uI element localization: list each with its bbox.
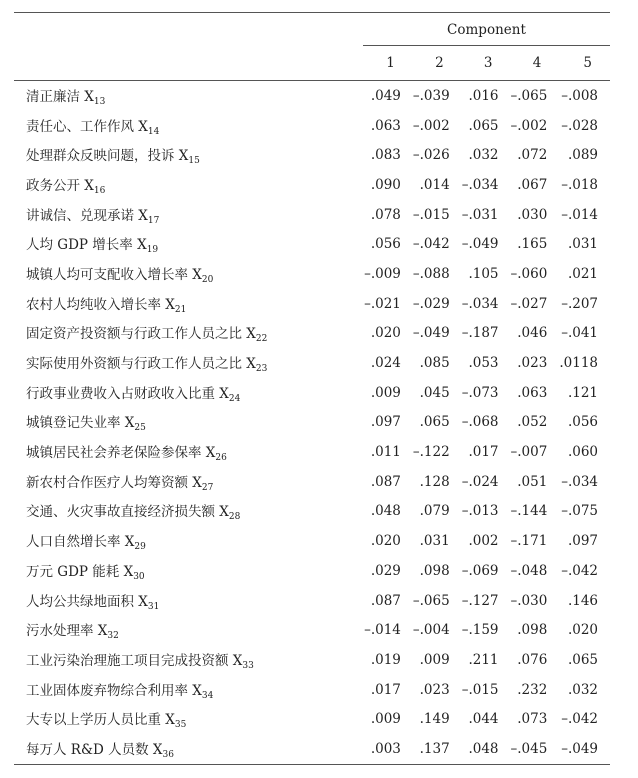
cell-component-2: .009: [419, 651, 450, 668]
cell-component-2: .031: [419, 533, 450, 550]
row-label: [14, 259, 363, 289]
cell-component-1: .020: [370, 533, 401, 550]
row-label: [14, 200, 363, 230]
row-label-subscript: 28: [228, 512, 241, 523]
row-label: [14, 467, 363, 497]
cell-component-3: –.159: [461, 622, 499, 639]
row-label-text: 清正廉洁 X: [26, 88, 94, 105]
cell-component-3: –.068: [461, 414, 499, 431]
row-label-subscript: 15: [188, 156, 200, 167]
row-label-subscript: 19: [146, 245, 159, 256]
row-label-subscript: 35: [174, 720, 187, 731]
cell-component-5: –.042: [561, 562, 598, 579]
row-label: [14, 81, 363, 111]
table-row: [14, 200, 610, 230]
header-row-columns: [14, 46, 610, 81]
cell-component-3: .211: [468, 651, 499, 668]
row-label-subscript: 33: [242, 660, 254, 671]
cell-component-1: .087: [370, 473, 401, 490]
row-label-text: 每万人 R&D 人员数 X: [26, 741, 163, 758]
row-label: [14, 615, 363, 645]
table-row: [14, 111, 610, 141]
cell-component-1: .063: [370, 117, 401, 134]
cell-component-3: .053: [468, 355, 499, 372]
cell-component-1: .083: [370, 147, 401, 164]
cell-component-4: .051: [517, 473, 548, 490]
row-label: [14, 645, 363, 675]
row-label-subscript: 20: [201, 274, 214, 285]
row-label-text: 万元 GDP 能耗 X: [26, 563, 134, 580]
row-label-text: 城镇登记失业率 X: [26, 415, 135, 432]
cell-component-3: –.069: [461, 562, 499, 579]
cell-component-3: .044: [468, 711, 499, 728]
cell-component-4: –.048: [510, 562, 548, 579]
cell-component-4: .052: [517, 414, 548, 431]
cell-component-3: –.127: [461, 592, 499, 609]
cell-component-2: –.122: [412, 444, 450, 461]
row-label: [14, 497, 363, 527]
cell-component-5: .089: [567, 147, 598, 164]
table-row: [14, 497, 610, 527]
cell-component-3: .016: [468, 87, 499, 104]
table-body: [14, 81, 610, 765]
component-group-header: Component: [363, 13, 610, 46]
table-row: [14, 408, 610, 438]
cell-component-2: –.004: [412, 622, 450, 639]
cell-component-5: .0118: [559, 355, 598, 372]
cell-component-5: .146: [567, 592, 598, 609]
cell-component-2: .065: [419, 414, 450, 431]
cell-component-3: –.034: [461, 295, 499, 312]
cell-component-5: .021: [567, 265, 598, 282]
cell-component-1: .019: [370, 651, 401, 668]
row-label-subscript: 30: [133, 571, 145, 582]
cell-component-5: .060: [567, 444, 598, 461]
cell-component-4: .165: [517, 236, 548, 253]
table-row: [14, 586, 610, 616]
cell-component-5: –.075: [561, 503, 598, 520]
cell-component-5: .121: [567, 384, 598, 401]
row-label-text: 工业污染治理施工项目完成投资额 X: [26, 652, 243, 669]
row-label-subscript: 31: [147, 601, 160, 612]
cell-component-2: –.065: [412, 592, 450, 609]
cell-component-4: –.007: [510, 444, 548, 461]
table-row: [14, 615, 610, 645]
cell-component-3: –.034: [461, 176, 499, 193]
cell-component-4: –.060: [510, 265, 548, 282]
cell-component-4: .067: [517, 176, 548, 193]
row-label-subscript: 23: [255, 364, 268, 375]
cell-component-2: .023: [419, 681, 450, 698]
row-label: [14, 348, 363, 378]
cell-component-1: .029: [370, 562, 401, 579]
row-label: [14, 289, 363, 319]
cell-component-3: –.049: [461, 236, 499, 253]
cell-component-5: –.041: [561, 325, 598, 342]
cell-component-3: .105: [468, 265, 499, 282]
cell-component-2: .014: [419, 176, 450, 193]
cell-component-1: –.021: [364, 295, 401, 312]
cell-component-1: .003: [370, 740, 401, 757]
row-label-subscript: 21: [174, 304, 187, 315]
cell-component-3: .032: [468, 147, 499, 164]
cell-component-4: .098: [517, 622, 548, 639]
row-label-text: 工业固体废弃物综合利用率 X: [26, 682, 202, 699]
cell-component-3: –.015: [461, 681, 499, 698]
cell-component-1: .048: [370, 503, 401, 520]
cell-component-4: –.030: [510, 592, 548, 609]
cell-component-2: –.039: [412, 87, 450, 104]
table-row: [14, 140, 610, 170]
row-label-text: 城镇人均可支配收入增长率 X: [26, 266, 202, 283]
table-row: [14, 348, 610, 378]
table-row: [14, 526, 610, 556]
row-label-subscript: 34: [201, 690, 214, 701]
row-label-subscript: 16: [93, 185, 106, 196]
cell-component-1: –.014: [364, 622, 401, 639]
row-label-text: 责任心、工作作风 X: [26, 118, 148, 135]
cell-component-4: .232: [517, 681, 548, 698]
cell-component-2: –.002: [412, 117, 450, 134]
table-row: [14, 556, 610, 586]
cell-component-2: .128: [419, 473, 450, 490]
cell-component-3: –.031: [461, 206, 499, 223]
table-row: [14, 81, 610, 111]
table-row: [14, 645, 610, 675]
row-label-text: 大专以上学历人员比重 X: [26, 712, 175, 729]
cell-component-5: –.028: [561, 117, 598, 134]
table-row: [14, 229, 610, 259]
cell-component-1: .017: [370, 681, 401, 698]
row-label-text: 污水处理率 X: [26, 623, 108, 640]
cell-component-1: .097: [370, 414, 401, 431]
cell-component-3: –.013: [461, 503, 499, 520]
cell-component-1: .024: [370, 355, 401, 372]
cell-component-5: –.018: [561, 176, 598, 193]
column-header-2: 2: [435, 55, 444, 71]
table-row: [14, 437, 610, 467]
cell-component-5: –.014: [561, 206, 598, 223]
row-label-subscript: 36: [162, 749, 174, 760]
cell-component-5: –.207: [561, 295, 598, 312]
cell-component-3: –.024: [461, 473, 499, 490]
cell-component-1: .056: [370, 236, 401, 253]
table-row: [14, 289, 610, 319]
cell-component-3: .065: [468, 117, 499, 134]
cell-component-4: –.045: [510, 740, 548, 757]
row-label-subscript: 17: [147, 215, 160, 226]
cell-component-5: .097: [567, 533, 598, 550]
row-label-subscript: 32: [107, 631, 119, 642]
cell-component-5: .032: [567, 681, 598, 698]
cell-component-5: –.042: [561, 711, 598, 728]
row-label-text: 人均公共绿地面积 X: [26, 593, 148, 610]
column-header-5: 5: [583, 55, 592, 71]
cell-component-3: .048: [468, 740, 499, 757]
column-header-1: 1: [386, 55, 395, 71]
cell-component-2: –.026: [412, 147, 450, 164]
cell-component-1: .020: [370, 325, 401, 342]
row-label-text: 固定资产投资额与行政工作人员之比 X: [26, 326, 256, 343]
row-label: [14, 734, 363, 764]
row-label: [14, 526, 363, 556]
table-row: [14, 378, 610, 408]
cell-component-4: .046: [517, 325, 548, 342]
row-label-text: 行政事业费收入占财政收入比重 X: [26, 385, 229, 402]
row-label-text: 讲诚信、兑现承诺 X: [26, 207, 148, 224]
row-label: [14, 437, 363, 467]
row-label-text: 政务公开 X: [26, 177, 94, 194]
table-row: [14, 734, 610, 764]
cell-component-5: .056: [567, 414, 598, 431]
row-label: [14, 704, 363, 734]
cell-component-2: .085: [419, 355, 450, 372]
table-row: [14, 259, 610, 289]
cell-component-1: .009: [370, 711, 401, 728]
row-label-subscript: 25: [134, 423, 146, 434]
cell-component-2: –.088: [412, 265, 450, 282]
component-table: [14, 12, 610, 765]
cell-component-5: –.034: [561, 473, 598, 490]
cell-component-4: –.065: [510, 87, 548, 104]
row-label: [14, 408, 363, 438]
table-row: [14, 170, 610, 200]
cell-component-2: –.029: [412, 295, 450, 312]
column-header-3: 3: [483, 55, 493, 71]
cell-component-4: .076: [517, 651, 548, 668]
header-blank: [14, 46, 363, 81]
cell-component-4: .072: [517, 147, 548, 164]
cell-component-4: .063: [517, 384, 548, 401]
row-label: [14, 319, 363, 349]
row-label: [14, 378, 363, 408]
cell-component-5: .031: [567, 236, 598, 253]
header-row-group: [14, 13, 610, 46]
row-label-text: 人均 GDP 增长率 X: [26, 237, 147, 254]
cell-component-1: .009: [370, 384, 401, 401]
row-label: [14, 556, 363, 586]
cell-component-1: .049: [370, 87, 401, 104]
table-row: [14, 319, 610, 349]
row-label: [14, 140, 363, 170]
row-label: [14, 586, 363, 616]
row-label-text: 城镇居民社会养老保险参保率 X: [26, 445, 216, 462]
cell-component-4: .023: [517, 355, 548, 372]
row-label-text: 新农村合作医疗人均筹资额 X: [26, 474, 202, 491]
cell-component-4: .073: [517, 711, 548, 728]
row-label: [14, 170, 363, 200]
row-label: [14, 675, 363, 705]
row-label-subscript: 26: [215, 453, 227, 464]
column-header-4: 4: [532, 55, 542, 71]
row-label: [14, 229, 363, 259]
row-label-subscript: 24: [228, 393, 241, 404]
header-corner: [14, 13, 363, 46]
row-label-text: 交通、火灾事故直接经济损失额 X: [26, 504, 229, 521]
cell-component-1: .011: [370, 444, 401, 461]
table-row: [14, 467, 610, 497]
cell-component-4: –.027: [510, 295, 548, 312]
row-label-subscript: 27: [201, 482, 214, 493]
row-label-text: 实际使用外资额与行政工作人员之比 X: [26, 356, 256, 373]
row-label: [14, 111, 363, 141]
table-row: [14, 675, 610, 705]
cell-component-2: –.042: [412, 236, 450, 253]
cell-component-1: –.009: [364, 265, 401, 282]
cell-component-3: –.187: [461, 325, 499, 342]
cell-component-2: .098: [419, 562, 450, 579]
cell-component-1: .090: [370, 176, 401, 193]
row-label-subscript: 29: [134, 542, 146, 553]
cell-component-5: .065: [567, 651, 598, 668]
cell-component-4: .030: [517, 206, 548, 223]
cell-component-2: .149: [419, 711, 450, 728]
row-label-text: 人口自然增长率 X: [26, 534, 135, 551]
cell-component-2: .079: [419, 503, 450, 520]
cell-component-2: –.049: [412, 325, 450, 342]
row-label-text: 农村人均纯收入增长率 X: [26, 296, 175, 313]
cell-component-4: –.171: [510, 533, 548, 550]
cell-component-3: .017: [468, 444, 499, 461]
row-label-subscript: 22: [255, 334, 268, 345]
cell-component-5: –.008: [561, 87, 598, 104]
cell-component-4: –.144: [510, 503, 548, 520]
cell-component-1: .087: [370, 592, 401, 609]
cell-component-3: .002: [468, 533, 499, 550]
cell-component-3: –.073: [461, 384, 499, 401]
cell-component-2: –.015: [412, 206, 450, 223]
cell-component-4: –.002: [510, 117, 548, 134]
cell-component-2: .045: [419, 384, 450, 401]
cell-component-2: .137: [419, 740, 450, 757]
cell-component-5: .020: [567, 622, 598, 639]
row-label-subscript: 13: [93, 96, 106, 107]
cell-component-5: –.049: [561, 740, 598, 757]
table-row: [14, 704, 610, 734]
cell-component-1: .078: [370, 206, 401, 223]
row-label-subscript: 14: [147, 126, 160, 137]
row-label-text: 处理群众反映问题，投诉 X: [26, 148, 189, 165]
